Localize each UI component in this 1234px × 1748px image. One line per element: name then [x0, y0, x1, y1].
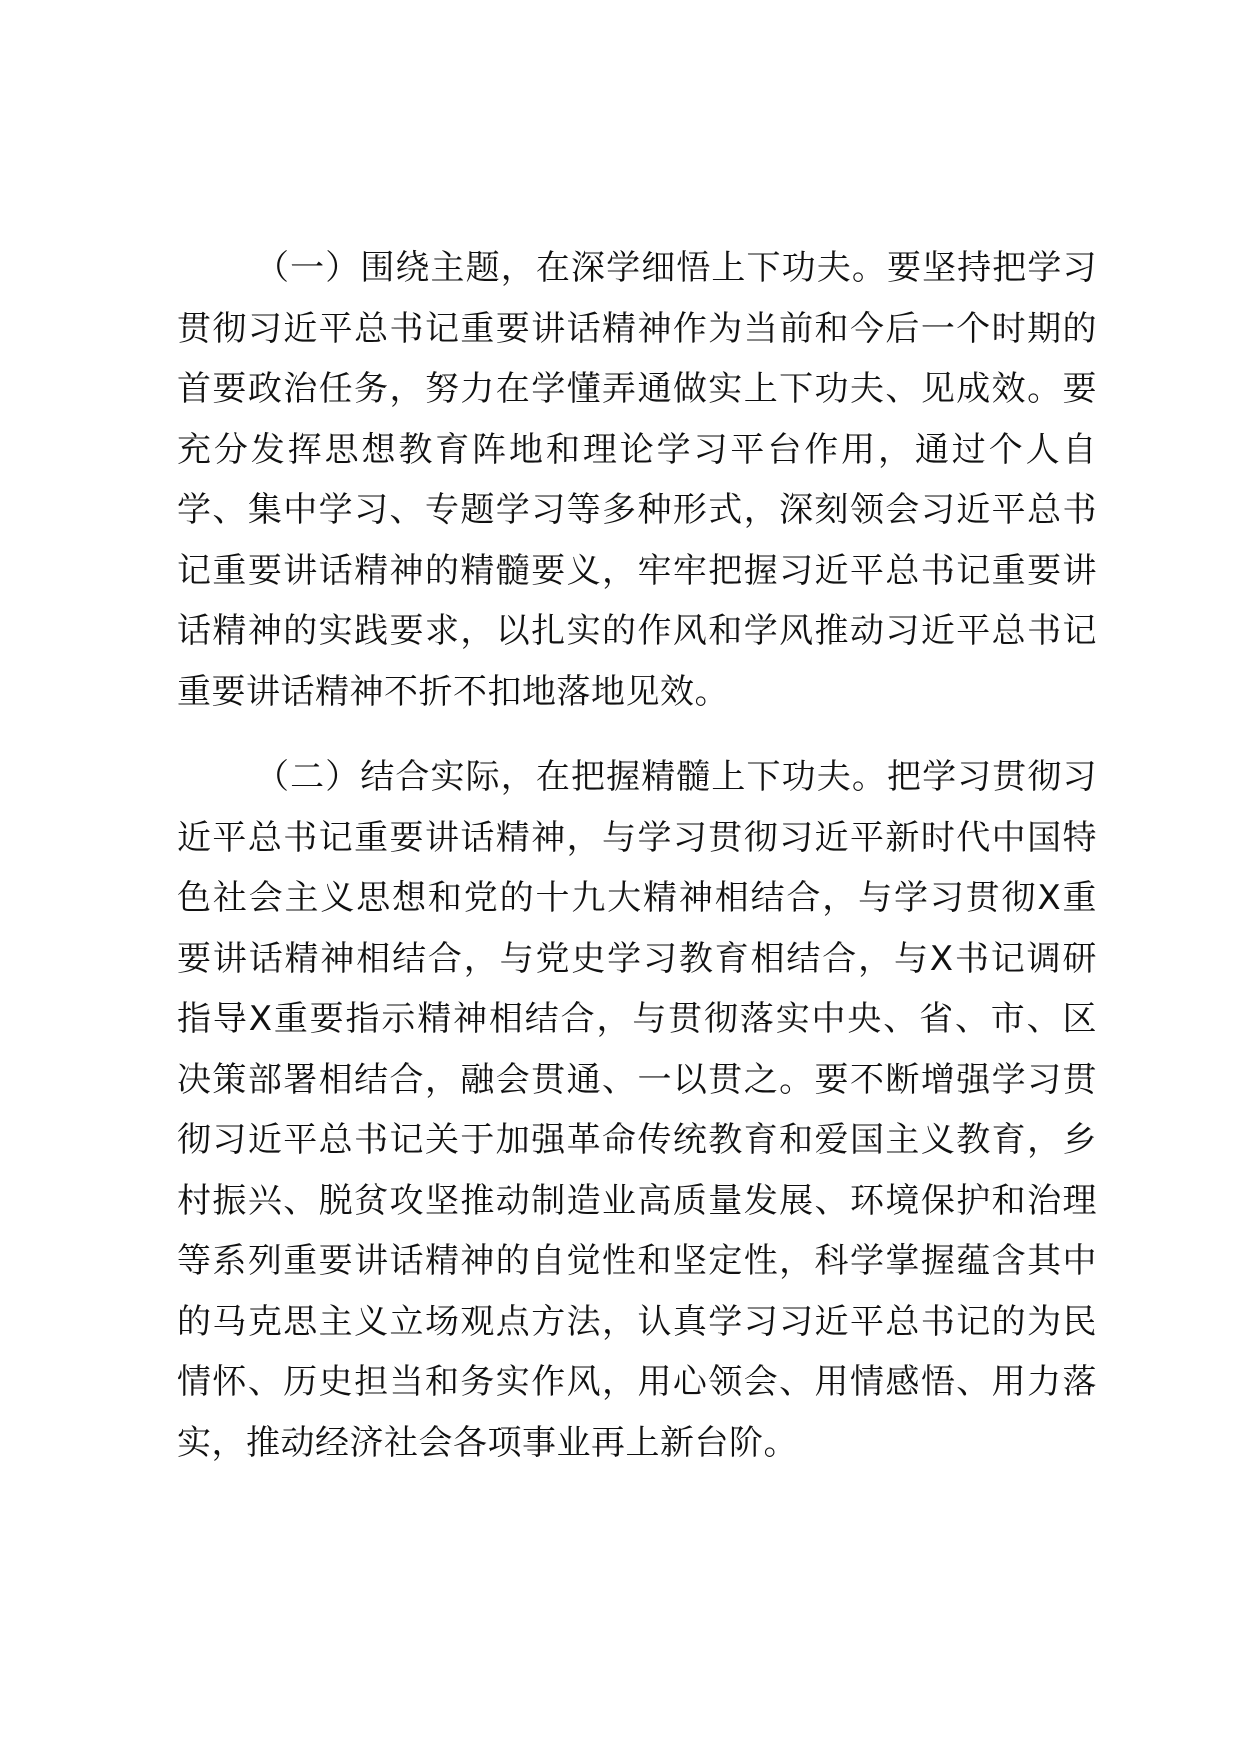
paragraph-1: （一）围绕主题，在深学细悟上下功夫。要坚持把学习贯彻习近平总书记重要讲话精神作为当前和今后一个时期的首要政治任务，努力在学懂弄通做实上下功夫、见成效。要充分发挥思想教育阵地和理论学习平台作用，通过个人自学、集中学习、专题学习等多种形式，深刻领会习近平总书记重要讲话精神的精髓要义，牢牢把握习近平总书记重要讲话精神的实践要求，以扎实的作风和学风推动习近平总书记重要讲话精神不折不扣地落地见效。: [177, 248, 1097, 712]
document-body: [177, 238, 1097, 1473]
paragraph-2: （二）结合实际，在把握精髓上下功夫。把学习贯彻习近平总书记重要讲话精神，与学习贯彻习近平新时代中国特色社会主义思想和党的十九大精神相结合，与学习贯彻X重要讲话精神相结合，与党史学习教育相结合，与X书记调研指导X重要指示精神相结合，与贯彻落实中央、省、市、区决策部署相结合，融会贯通、一以贯之。要不断增强学习贯彻习近平总书记关于加强革命传统教育和爱国主义教育，乡村振兴、脱贫攻坚推动制造业高质量发展、环境保护和治理等系列重要讲话精神的自觉性和坚定性，科学掌握蕴含其中的马克思主义立场观点方法，认真学习习近平总书记的为民情怀、历史担当和务实作风，用心领会、用情感悟、用力落实，推动经济社会各项事业再上新台阶。: [177, 757, 1097, 1463]
